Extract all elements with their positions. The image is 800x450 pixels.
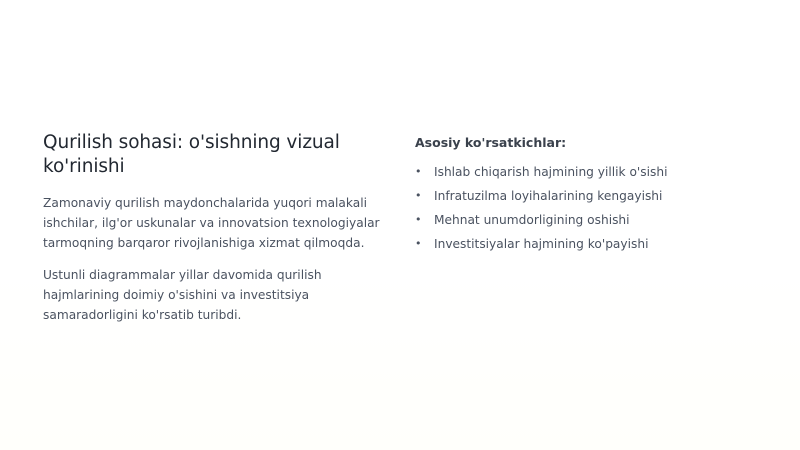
paragraph-intro: Zamonaviy qurilish maydonchalarida yuqori malakali ishchilar, ilg'or uskunalar va innovatsion texnologiyalar tarmoqning barqaror rivojlanishiga xizmat qilmoqda.: [43, 196, 380, 250]
list-item: [415, 236, 735, 252]
bullet-icon: •: [415, 213, 422, 226]
list-item: [415, 188, 735, 204]
list-item-text: Infratuzilma loyihalarining kengayishi: [434, 189, 663, 203]
paragraph-charts: Ustunli diagrammalar yillar davomida qurilish hajmlarining doimiy o'sishini va investitsiya samaradorligini ko'rsatib turibdi.: [43, 268, 322, 322]
indicators-heading: Asosiy ko'rsatkichlar:: [415, 135, 567, 150]
left-column: [43, 131, 383, 325]
bullet-icon: •: [415, 189, 422, 202]
list-item-text: Investitsiyalar hajmining ko'payishi: [434, 237, 649, 251]
indicators-list: [415, 164, 735, 252]
list-item: [415, 212, 735, 228]
list-item-text: Ishlab chiqarish hajmining yillik o'sishi: [434, 165, 668, 179]
bullet-icon: •: [415, 237, 422, 250]
bullet-icon: •: [415, 165, 422, 178]
right-column: [415, 134, 735, 260]
list-item-text: Mehnat unumdorligining oshishi: [434, 213, 630, 227]
slide-title: Qurilish sohasi: o'sishning vizual ko'rinishi: [43, 132, 340, 177]
list-item: [415, 164, 735, 180]
